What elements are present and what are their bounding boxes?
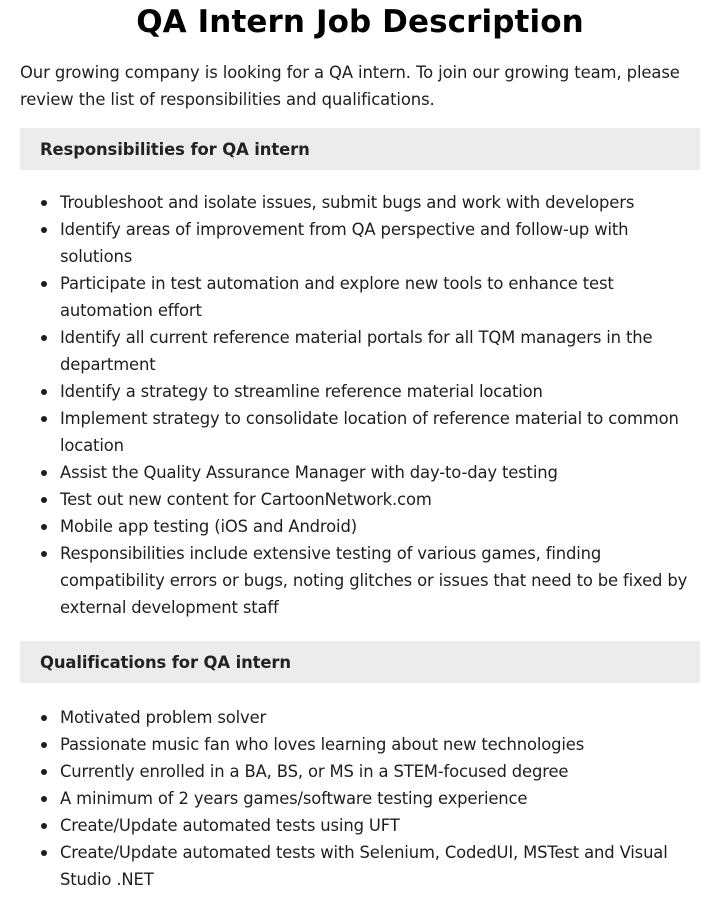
list-item	[60, 785, 700, 812]
responsibilities-list	[20, 189, 700, 621]
list-item-text: Identify all current reference material portals for all TQM managers in the department	[60, 328, 653, 374]
list-item-text: Create/Update automated tests with Selenium, CodedUI, MSTest and Visual Studio .NET	[60, 843, 668, 889]
list-item-text: Test out new content for CartoonNetwork.com	[60, 490, 432, 509]
bullet-icon	[41, 335, 47, 341]
page-title: QA Intern Job Description	[136, 4, 584, 40]
bullet-icon	[41, 416, 47, 422]
bullet-icon	[41, 769, 47, 775]
list-item	[60, 486, 700, 513]
list-item	[60, 270, 700, 324]
list-item	[60, 378, 700, 405]
bullet-icon	[41, 524, 47, 530]
list-item-text: Currently enrolled in a BA, BS, or MS in a STEM-focused degree	[60, 762, 569, 781]
list-item-text: Mobile app testing (iOS and Android)	[60, 517, 357, 536]
list-item	[60, 405, 700, 459]
list-item-text: Troubleshoot and isolate issues, submit bugs and work with developers	[60, 193, 635, 212]
list-item	[60, 459, 700, 486]
list-item	[60, 704, 700, 731]
list-item	[60, 540, 700, 621]
list-item-text: Identify a strategy to streamline reference material location	[60, 382, 543, 401]
list-item-text: Identify areas of improvement from QA perspective and follow-up with solutions	[60, 220, 629, 266]
bullet-icon	[41, 715, 47, 721]
qualifications-list	[20, 704, 700, 893]
list-item-text: Motivated problem solver	[60, 708, 267, 727]
responsibilities-heading: Responsibilities for QA intern	[20, 128, 700, 170]
bullet-icon	[41, 200, 47, 206]
bullet-icon	[41, 497, 47, 503]
list-item	[60, 189, 700, 216]
bullet-icon	[41, 551, 47, 557]
list-item	[60, 324, 700, 378]
list-item-text: Create/Update automated tests using UFT	[60, 816, 400, 835]
list-item-text: A minimum of 2 years games/software testing experience	[60, 789, 528, 808]
list-item	[60, 812, 700, 839]
bullet-icon	[41, 823, 47, 829]
list-item	[60, 839, 700, 893]
list-item	[60, 731, 700, 758]
bullet-icon	[41, 470, 47, 476]
bullet-icon	[41, 742, 47, 748]
bullet-icon	[41, 281, 47, 287]
bullet-icon	[41, 227, 47, 233]
list-item-text: Participate in test automation and explore new tools to enhance test automation effort	[60, 274, 614, 320]
list-item-text: Responsibilities include extensive testing of various games, finding compatibility errors or bugs, noting glitches or issues that need to be fixed by external development staff	[60, 544, 688, 617]
list-item-text: Passionate music fan who loves learning about new technologies	[60, 735, 585, 754]
list-item-text: Implement strategy to consolidate location of reference material to common location	[60, 409, 679, 455]
qualifications-heading: Qualifications for QA intern	[20, 641, 700, 683]
bullet-icon	[41, 796, 47, 802]
bullet-icon	[41, 850, 47, 856]
list-item	[60, 216, 700, 270]
list-item	[60, 513, 700, 540]
bullet-icon	[41, 389, 47, 395]
intro-paragraph: Our growing company is looking for a QA intern. To join our growing team, please review the list of responsibilities and qualifications.	[20, 63, 680, 109]
list-item	[60, 758, 700, 785]
list-item-text: Assist the Quality Assurance Manager with day-to-day testing	[60, 463, 558, 482]
